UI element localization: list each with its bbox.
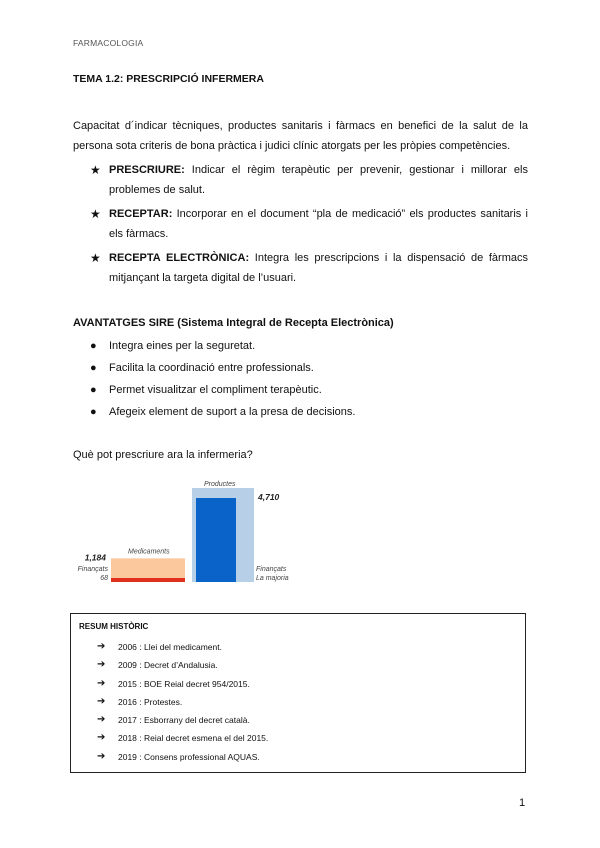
label-medicaments: Medicaments bbox=[128, 548, 170, 556]
arrow-right-icon: ➔ bbox=[97, 732, 106, 744]
value-label-medicaments: 1,184 bbox=[84, 552, 106, 563]
timeline-text: 2017 : Esborrany del decret català. bbox=[118, 715, 250, 726]
definition-text: Incorporar en el document “pla de medicació” els productes sanitaris i els fàrmacs. bbox=[109, 208, 528, 240]
question-text: Què pot prescriure ara la infermeria? bbox=[73, 449, 253, 461]
bullet-dot-icon: ● bbox=[90, 406, 97, 418]
label-financats-left: Finançats bbox=[77, 566, 108, 573]
advantage-text: Facilita la coordinació entre professionals. bbox=[109, 362, 314, 374]
intro-paragraph: Capacitat d´indicar tècniques, productes sanitaris i fàrmacs en benefici de la salut de la persona sota criteris de bona pràctica i judici clínic atorgats per les pròpies competències. bbox=[73, 120, 528, 152]
label-financats-right: Finançats bbox=[256, 566, 287, 573]
bullet-dot-icon: ● bbox=[90, 384, 97, 396]
timeline-item bbox=[97, 638, 268, 656]
arrow-right-icon: ➔ bbox=[97, 750, 106, 762]
definition-item bbox=[90, 248, 528, 288]
label-productes: Productes bbox=[204, 481, 236, 488]
star-icon: ★ bbox=[90, 207, 101, 221]
advantage-text: Integra eines per la seguretat. bbox=[109, 340, 256, 352]
value-label-medicaments-financats: 68 bbox=[100, 575, 108, 582]
bullet-dot-icon: ● bbox=[90, 362, 97, 374]
advantages-list bbox=[90, 335, 355, 423]
page-header: FARMACOLOGIA bbox=[73, 38, 144, 48]
timeline-list bbox=[97, 638, 268, 766]
timeline-text: 2009 : Decret d’Andalusia. bbox=[118, 660, 218, 671]
timeline-item bbox=[97, 656, 268, 674]
timeline-text: 2006 : Llei del medicament. bbox=[118, 642, 222, 652]
star-icon: ★ bbox=[90, 163, 101, 177]
advantage-item bbox=[90, 379, 355, 401]
timeline-text: 2016 : Protestes. bbox=[118, 696, 183, 707]
timeline-item bbox=[97, 675, 268, 693]
definition-text: Indicar el règim terapèutic per prevenir, gestionar i millorar els problemes de salut. bbox=[109, 164, 528, 196]
advantage-item bbox=[90, 401, 355, 423]
resum-title: RESUM HISTÒRIC bbox=[79, 622, 149, 631]
arrow-right-icon: ➔ bbox=[97, 695, 106, 707]
timeline-item bbox=[97, 711, 268, 729]
timeline-text: 2018 : Reial decret esmena el del 2015. bbox=[118, 733, 269, 744]
arrow-right-icon: ➔ bbox=[97, 714, 106, 726]
definition-text: Integra les prescripcions i la dispensació de fàrmacs mitjançant la targeta digital de l’usuari. bbox=[109, 252, 528, 284]
advantage-text: Afegeix element de suport a la presa de decisions. bbox=[109, 406, 356, 418]
timeline-text: 2019 : Consens professional AQUAS. bbox=[118, 751, 260, 762]
bullet-dot-icon: ● bbox=[90, 340, 97, 352]
timeline-text: 2015 : BOE Reial decret 954/2015. bbox=[118, 678, 250, 689]
timeline-item bbox=[97, 693, 268, 711]
timeline-item bbox=[97, 729, 268, 747]
label-majoria: La majoria bbox=[256, 575, 289, 582]
definition-item bbox=[90, 160, 528, 200]
advantage-item bbox=[90, 357, 355, 379]
value-label-productes: 4,710 bbox=[258, 492, 280, 502]
star-icon: ★ bbox=[90, 251, 101, 265]
timeline-item bbox=[97, 748, 268, 766]
advantages-title: AVANTATGES SIRE (Sistema Integral de Recepta Electrònica) bbox=[73, 317, 394, 329]
definition-item bbox=[90, 204, 528, 244]
prescription-chart bbox=[70, 472, 310, 590]
advantage-text: Permet visualitzar el compliment terapèutic. bbox=[109, 384, 322, 396]
resum-historic-box bbox=[70, 613, 526, 773]
page-number: 1 bbox=[519, 797, 526, 809]
bar-productes-financats bbox=[196, 498, 236, 582]
definition-term: PRESCRIURE: bbox=[109, 164, 185, 176]
arrow-right-icon: ➔ bbox=[97, 659, 106, 671]
arrow-right-icon: ➔ bbox=[97, 677, 106, 689]
advantage-item bbox=[90, 335, 355, 357]
definition-term: RECEPTA ELECTRÒNICA: bbox=[109, 252, 250, 264]
page-title: TEMA 1.2: PRESCRIPCIÓ INFERMERA bbox=[73, 73, 264, 85]
definition-term: RECEPTAR: bbox=[109, 208, 173, 220]
definitions-list bbox=[90, 160, 528, 292]
bar-medicaments-financats bbox=[111, 578, 185, 582]
arrow-right-icon: ➔ bbox=[97, 641, 106, 652]
